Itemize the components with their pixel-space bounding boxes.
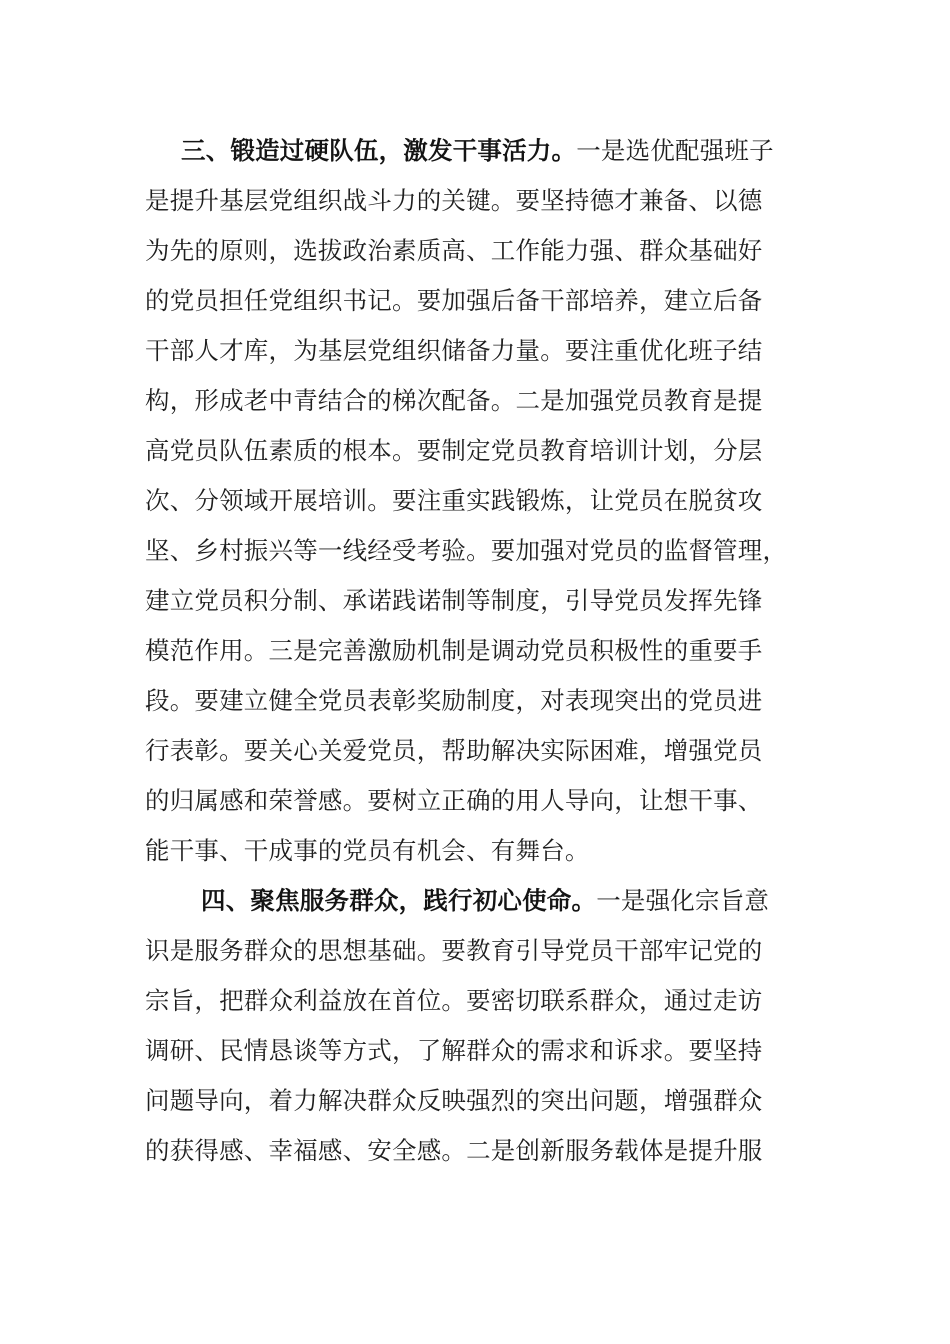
paragraph-3-line-1 — [145, 126, 805, 176]
paragraph-3-line: 模范作用。三是完善激励机制是调动党员积极性的重要手 — [145, 636, 763, 665]
paragraph-3-text: 一是选优配强班子 — [576, 136, 774, 165]
paragraph-3-line: 干部人才库，为基层党组织储备力量。要注重优化班子结 — [145, 336, 763, 365]
paragraph-4-line-1 — [145, 876, 805, 926]
paragraph-3-line: 高党员队伍素质的根本。要制定党员教育培训计划，分层 — [145, 436, 763, 465]
paragraph-3-line: 坚、乡村振兴等一线经受考验。要加强对党员的监督管理， — [145, 536, 788, 565]
section-4-heading: 四、聚焦服务群众，践行初心使命。 — [201, 886, 597, 915]
paragraph-3-line: 的党员担任党组织书记。要加强后备干部培养，建立后备 — [145, 286, 763, 315]
paragraph-3-line: 是提升基层党组织战斗力的关键。要坚持德才兼备、以德 — [145, 186, 763, 215]
paragraph-3-line: 建立党员积分制、承诺践诺制等制度，引导党员发挥先锋 — [145, 586, 763, 615]
paragraph-3-line: 行表彰。要关心关爱党员，帮助解决实际困难，增强党员 — [145, 736, 763, 765]
paragraph-4-line: 问题导向，着力解决群众反映强烈的突出问题，增强群众 — [145, 1086, 763, 1115]
paragraph-4-text: 一是强化宗旨意 — [596, 886, 770, 915]
paragraph-4-line: 的获得感、幸福感、安全感。二是创新服务载体是提升服 — [145, 1136, 763, 1165]
paragraph-3-line: 的归属感和荣誉感。要树立正确的用人导向，让想干事、 — [145, 786, 763, 815]
paragraph-4-line: 识是服务群众的思想基础。要教育引导党员干部牢记党的 — [145, 936, 763, 965]
paragraph-3-line: 能干事、干成事的党员有机会、有舞台。 — [145, 836, 590, 865]
paragraph-4-line: 调研、民情恳谈等方式，了解群众的需求和诉求。要坚持 — [145, 1036, 763, 1065]
paragraph-3-line: 段。要建立健全党员表彰奖励制度，对表现突出的党员进 — [145, 686, 763, 715]
paragraph-3-line: 为先的原则，选拔政治素质高、工作能力强、群众基础好 — [145, 236, 763, 265]
section-3-heading: 三、锻造过硬队伍，激发干事活力。 — [181, 136, 577, 165]
document-body — [145, 126, 805, 1176]
paragraph-3-line: 次、分领域开展培训。要注重实践锻炼，让党员在脱贫攻 — [145, 486, 763, 515]
paragraph-4-line: 宗旨，把群众利益放在首位。要密切联系群众，通过走访 — [145, 986, 763, 1015]
paragraph-3-line: 构，形成老中青结合的梯次配备。二是加强党员教育是提 — [145, 386, 763, 415]
